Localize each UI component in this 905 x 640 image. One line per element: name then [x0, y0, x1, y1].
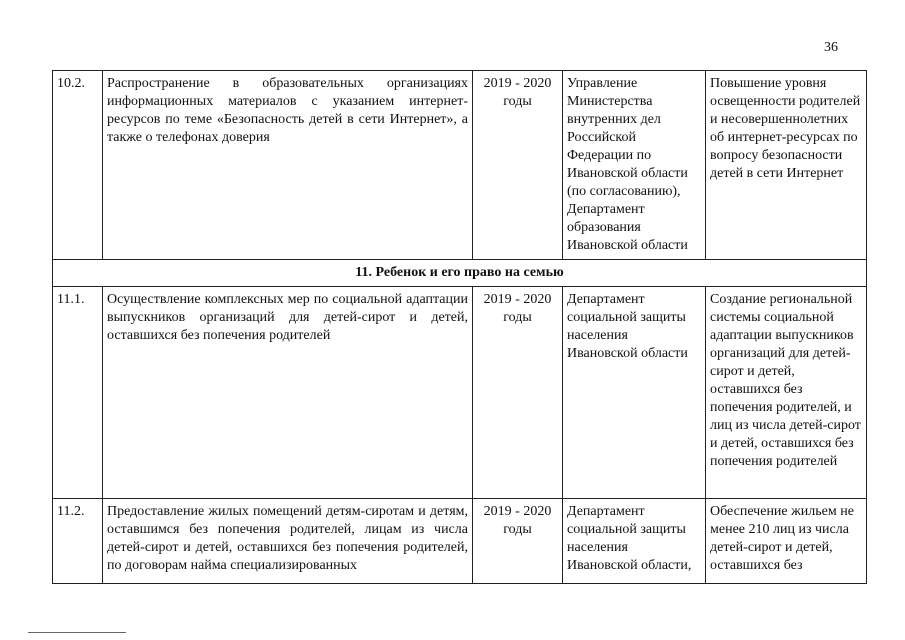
executor-cell: Департамент социальной защиты населения Ивановской области,: [563, 499, 706, 584]
measures-table: [52, 70, 867, 584]
executor-cell: Департамент социальной защиты населения Ивановской области: [563, 287, 706, 499]
table-row: [53, 71, 867, 260]
term-cell: 2019 - 2020 годы: [473, 71, 563, 260]
section-row: [53, 260, 867, 287]
activity-cell: Распространение в образовательных организациях информационных материалов с указанием интернет-ресурсов по теме «Безопасность детей в сети Интернет», а также о телефонах доверия: [103, 71, 473, 260]
term-cell: 2019 - 2020 годы: [473, 499, 563, 584]
item-number: 11.2.: [53, 499, 103, 584]
activity-cell: Предоставление жилых помещений детям-сиротам и детям, оставшимся без попечения родителей, лицам из числа детей-сирот и детей, оставшихся без попечения родителей, по договорам найма специализированных: [103, 499, 473, 584]
activity-cell: Осуществление комплексных мер по социальной адаптации выпускников организаций для детей-сирот и детей, оставшихся без попечения родителей: [103, 287, 473, 499]
result-cell: Обеспечение жильем не менее 210 лиц из числа детей-сирот и детей, оставшихся без: [706, 499, 867, 584]
result-cell: Создание региональной системы социальной адаптации выпускников организаций для детей-сирот и детей, оставшихся без попечения родителей, и лиц из числа детей-сирот и детей, оставшихся без попечения родителей: [706, 287, 867, 499]
footer-divider: [28, 632, 126, 633]
item-number: 11.1.: [53, 287, 103, 499]
executor-cell: Управление Министерства внутренних дел Российской Федерации по Ивановской области (по согласованию), Департамент образования Ивановской области: [563, 71, 706, 260]
table-row: [53, 287, 867, 499]
section-title: 11. Ребенок и его право на семью: [53, 260, 867, 287]
page-number: 36: [824, 40, 838, 55]
table-row: [53, 499, 867, 584]
result-cell: Повышение уровня освещенности родителей и несовершеннолетних об интернет-ресурсах по вопросу безопасности детей в сети Интернет: [706, 71, 867, 260]
item-number: 10.2.: [53, 71, 103, 260]
term-cell: 2019 - 2020 годы: [473, 287, 563, 499]
